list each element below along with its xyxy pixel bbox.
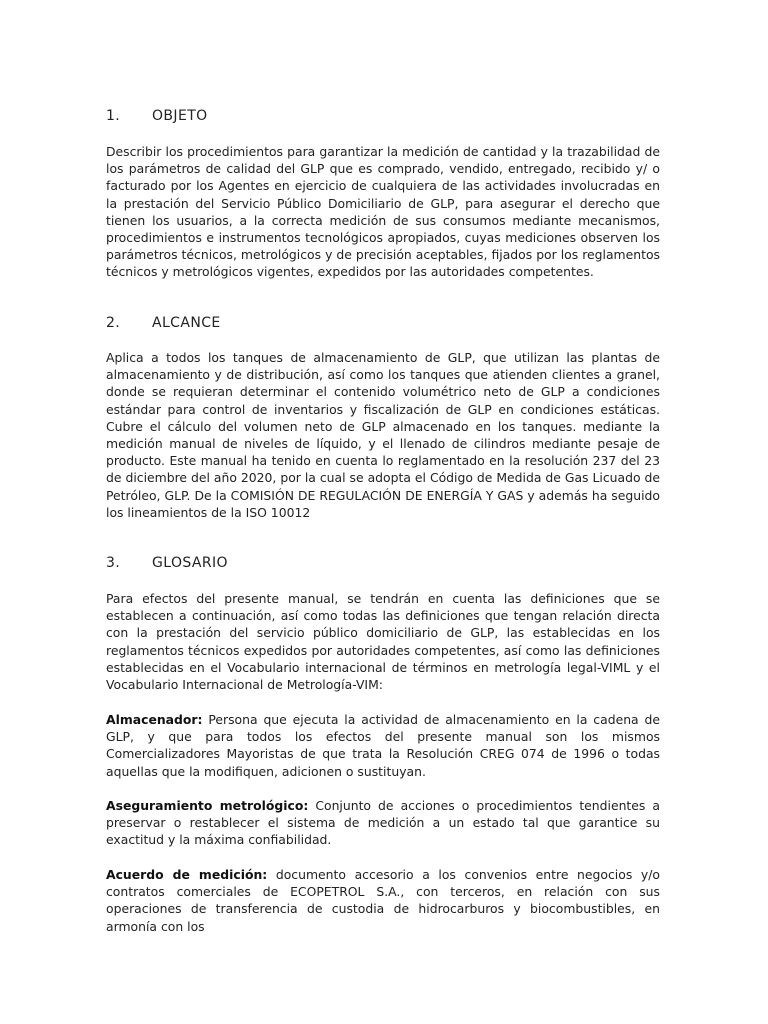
section-heading-alcance [106,315,221,331]
definition-text: documento accesorio a los convenios entre negocios y/o contratos comerciales de ECOPETROL S.A., con terceros, en relación con sus operaciones de transferencia de custodia de hidrocarburos y biocombustibles, en armonía con los [106,867,660,934]
definition-aseguramiento-metrologico [106,797,660,849]
section-body-glosario: Para efectos del presente manual, se tendrán en cuenta las definiciones que se establecen a continuación, así como todas las definiciones que tengan relación directa con la prestación del servicio público domiciliario de GLP, las establecidas en los reglamentos técnicos expedidos por autoridades competentes, así como las definiciones establecidas en el Vocabulario internacional de términos en metrología legal-VIML y el Vocabulario Internacional de Metrología-VIM: [106,591,660,693]
section-number: 3. [106,555,121,571]
section-title: ALCANCE [152,315,221,331]
section-body-alcance: Aplica a todos los tanques de almacenamiento de GLP, que utilizan las plantas de almacenamiento y de distribución, así como los tanques que atienden clientes a granel, donde se requieran determinar el contenido volumétrico neto de GLP a condiciones estándar para control de inventarios y fiscalización de GLP en condiciones estáticas. Cubre el cálculo del volumen neto de GLP almacenado en los tanques. mediante la medición manual de niveles de líquido, y el llenado de cilindros mediante pesaje de producto. Este manual ha tenido en cuenta lo reglamentado en la resolución 237 del 23 de diciembre del año 2020, por la cual se adopta el Código de Medida de Gas Licuado de Petróleo, GLP. De la COMISIÓN DE REGULACIÓN DE ENERGÍA Y GAS y además ha seguido los lineamientos de la ISO 10012 [106,350,660,520]
section-heading-objeto [106,108,208,124]
definition-term: Almacenador: [106,712,203,727]
section-heading-glosario [106,555,228,571]
definition-term: Aseguramiento metrológico: [106,798,309,813]
definition-text: Persona que ejecuta la actividad de almacenamiento en la cadena de GLP, y que para todos los efectos del presente manual son los mismos Comercializadores Mayoristas de que trata la Resolución CREG 074 de 1996 o todas aquellas que la modifiquen, adicionen o sustituyan. [106,712,660,779]
definition-term: Acuerdo de medición: [106,867,268,882]
definition-text: Conjunto de acciones o procedimientos tendientes a preservar o restablecer el sistema de medición a un estado tal que garantice su exactitud y la máxima confiabilidad. [106,798,660,848]
section-number: 2. [106,315,121,331]
section-number: 1. [106,108,121,124]
section-title: OBJETO [152,108,208,124]
definition-acuerdo-de-medicion [106,866,660,935]
definition-almacenador [106,711,660,780]
section-body-objeto: Describir los procedimientos para garantizar la medición de cantidad y la trazabilidad de los parámetros de calidad del GLP que es comprado, vendido, entregado, recibido y/ o facturado por los Agentes en ejercicio de cualquiera de las actividades involucradas en la prestación del Servicio Público Domiciliario de GLP, para asegurar el derecho que tienen los usuarios, a la correcta medición de sus consumos mediante mecanismos, procedimientos e instrumentos tecnológicos apropiados, cuyas mediciones observen los parámetros técnicos, metrológicos y de precisión aceptables, fijados por los reglamentos técnicos y metrológicos vigentes, expedidos por las autoridades competentes. [106,144,660,280]
section-title: GLOSARIO [152,555,228,571]
